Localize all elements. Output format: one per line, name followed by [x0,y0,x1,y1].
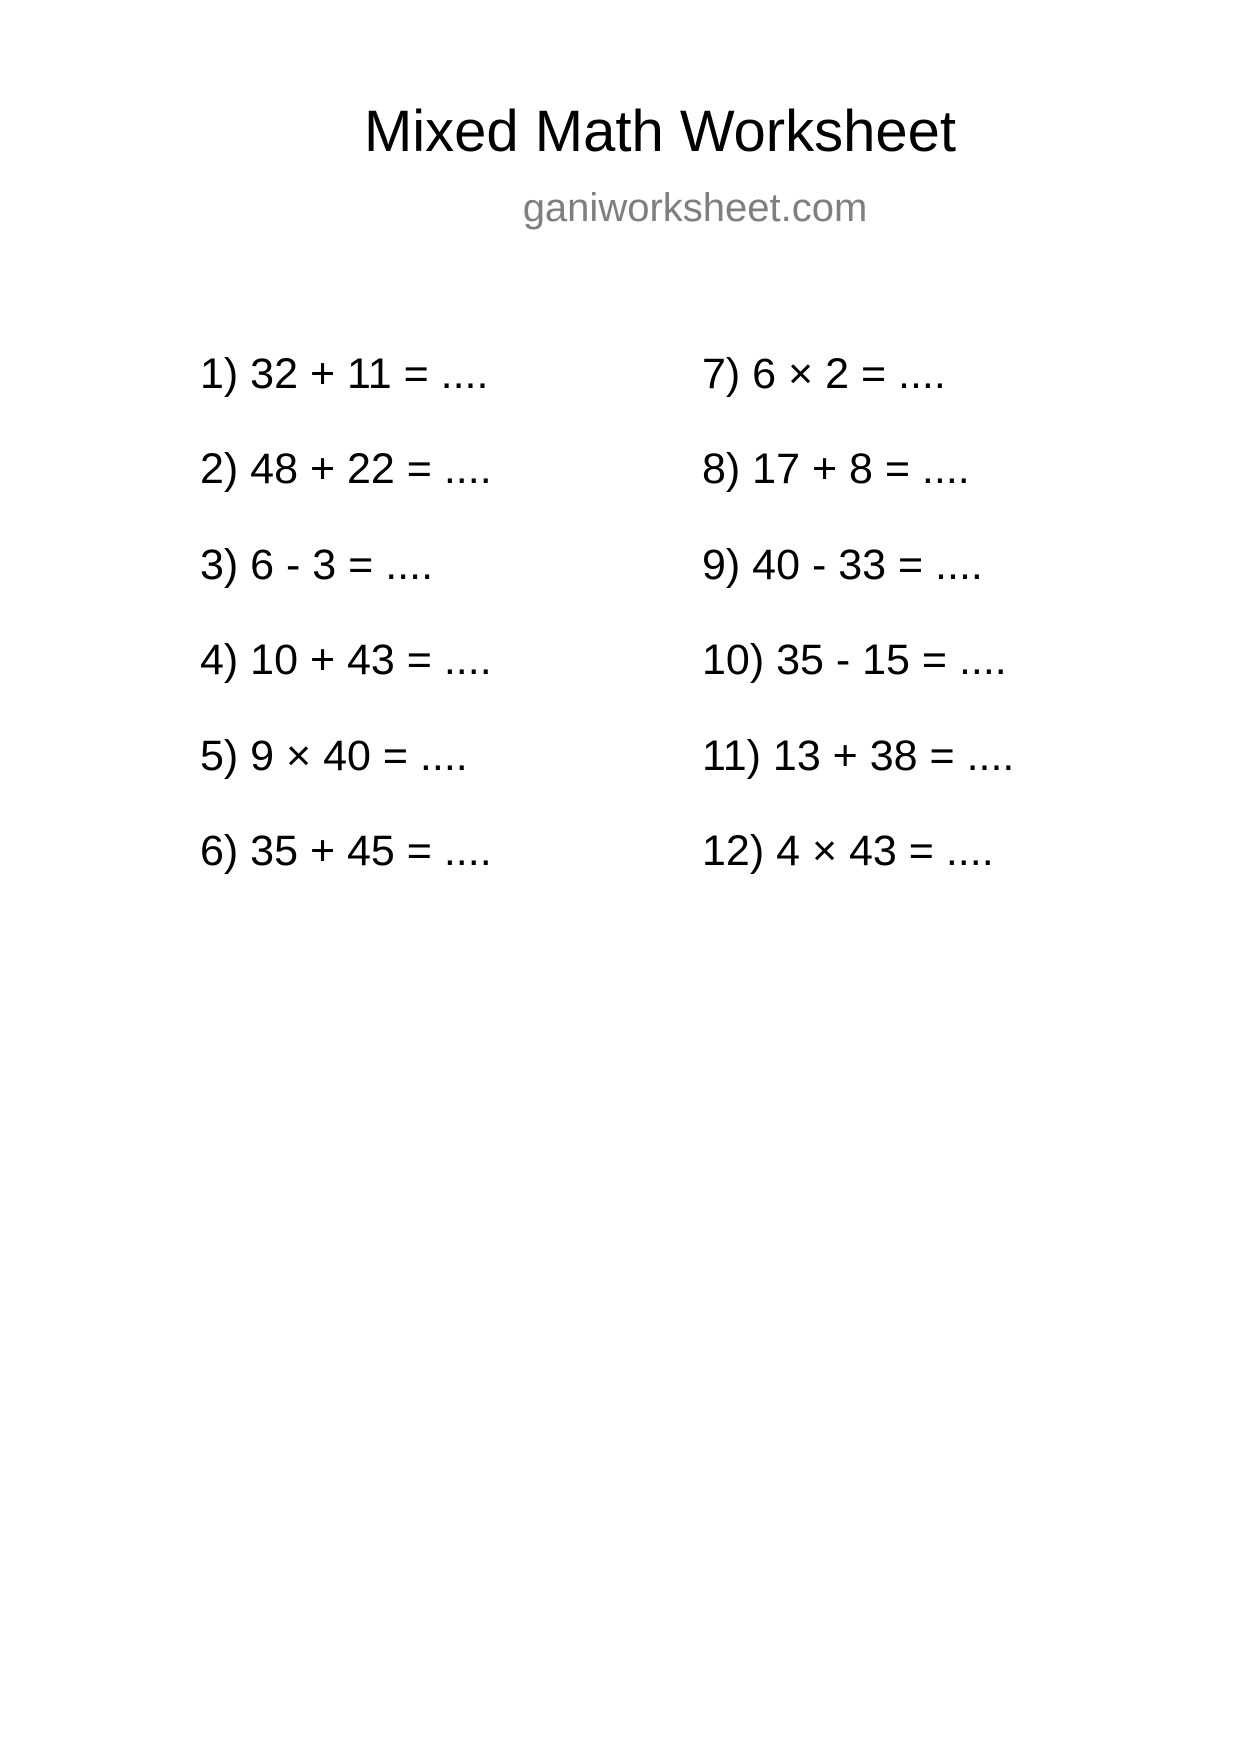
problem-item: 7) 6 × 2 = .... [702,350,946,398]
problem-item: 1) 32 + 11 = .... [200,350,489,398]
problem-item: 3) 6 - 3 = .... [200,540,434,589]
problem-item: 10) 35 - 15 = .... [702,636,1007,685]
problem-column-right [702,349,1014,921]
problem-item: 4) 10 + 43 = .... [200,636,492,685]
problem-item: 9) 40 - 33 = .... [702,540,983,589]
website-label: ganiworksheet.com [522,186,868,230]
problem-item: 11) 13 + 38 = .... [702,731,1015,780]
problem-item: 2) 48 + 22 = .... [200,445,492,494]
problem-column-left [200,349,492,921]
problem-item: 8) 17 + 8 = .... [702,445,970,494]
problem-item: 5) 9 × 40 = .... [200,731,468,780]
problem-item: 12) 4 × 43 = .... [702,826,994,875]
page-title: Mixed Math Worksheet [363,99,957,164]
problem-item: 6) 35 + 45 = .... [200,826,492,875]
